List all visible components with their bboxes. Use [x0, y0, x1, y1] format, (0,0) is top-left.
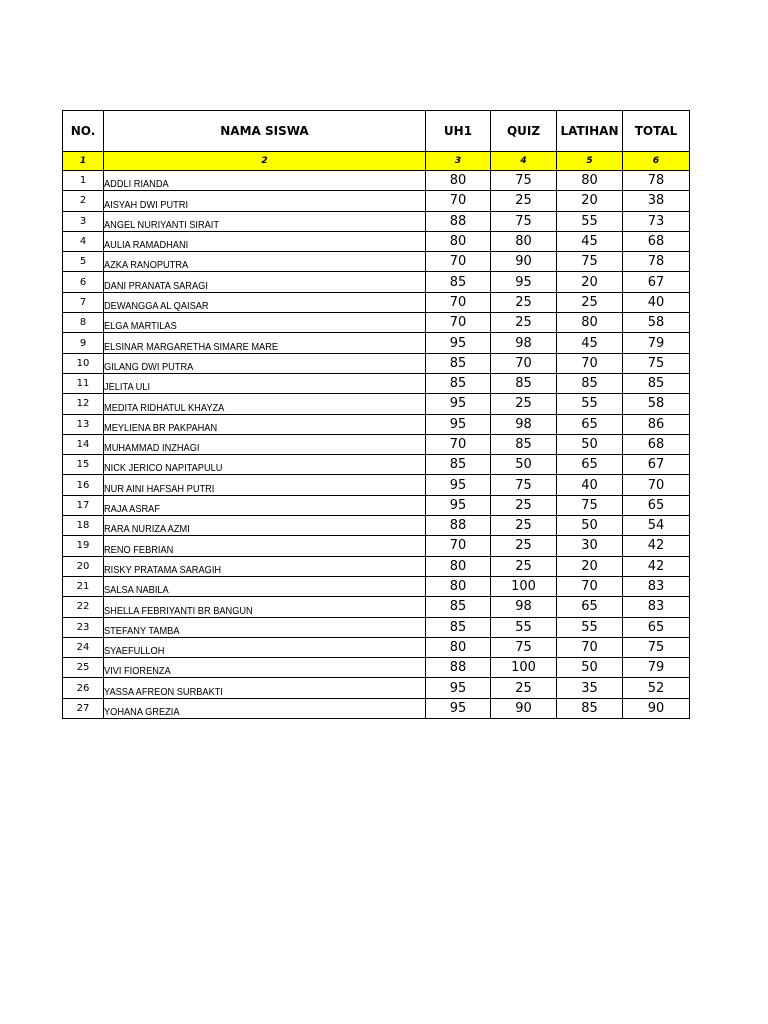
score-uh1: 80 — [426, 576, 491, 596]
score-total: 58 — [623, 313, 690, 333]
table-row — [63, 597, 690, 617]
student-number: 26 — [63, 678, 104, 698]
score-uh1: 95 — [426, 678, 491, 698]
student-name: MEYLIENA BR PAKPAHAN — [104, 421, 218, 434]
student-name-cell — [104, 495, 426, 515]
table-row — [63, 536, 690, 556]
score-quiz: 75 — [491, 637, 557, 657]
student-name-cell — [104, 678, 426, 698]
score-uh1: 85 — [426, 455, 491, 475]
score-uh1: 85 — [426, 617, 491, 637]
table-row — [63, 313, 690, 333]
score-quiz: 75 — [491, 171, 557, 191]
student-name: NUR AINI HAFSAH PUTRI — [104, 482, 215, 495]
score-latihan: 70 — [557, 637, 623, 657]
score-quiz: 50 — [491, 455, 557, 475]
student-name-cell — [104, 597, 426, 617]
score-quiz: 95 — [491, 272, 557, 292]
score-uh1: 88 — [426, 211, 491, 231]
score-quiz: 100 — [491, 658, 557, 678]
column-index: 4 — [491, 152, 557, 171]
score-quiz: 100 — [491, 576, 557, 596]
student-number: 4 — [63, 231, 104, 251]
student-name-cell — [104, 658, 426, 678]
score-uh1: 85 — [426, 272, 491, 292]
student-number: 9 — [63, 333, 104, 353]
student-name-cell — [104, 211, 426, 231]
student-name: SHELLA FEBRIYANTI BR BANGUN — [104, 604, 253, 617]
score-total: 75 — [623, 353, 690, 373]
student-number: 25 — [63, 658, 104, 678]
column-index: 5 — [557, 152, 623, 171]
student-name: YASSA AFREON SURBAKTI — [104, 685, 223, 698]
header-nama-siswa: NAMA SISWA — [104, 111, 426, 152]
score-uh1: 70 — [426, 313, 491, 333]
score-total: 52 — [623, 678, 690, 698]
score-uh1: 95 — [426, 333, 491, 353]
score-total: 73 — [623, 211, 690, 231]
student-number: 12 — [63, 394, 104, 414]
score-total: 40 — [623, 292, 690, 312]
score-latihan: 85 — [557, 373, 623, 393]
score-total: 67 — [623, 455, 690, 475]
student-number: 24 — [63, 637, 104, 657]
table-row — [63, 556, 690, 576]
score-total: 78 — [623, 252, 690, 272]
score-quiz: 25 — [491, 678, 557, 698]
table-row — [63, 516, 690, 536]
score-uh1: 80 — [426, 171, 491, 191]
student-name-cell — [104, 455, 426, 475]
table-row — [63, 333, 690, 353]
score-latihan: 20 — [557, 556, 623, 576]
table-row — [63, 292, 690, 312]
table-row — [63, 678, 690, 698]
score-quiz: 25 — [491, 313, 557, 333]
student-name-cell — [104, 313, 426, 333]
score-total: 42 — [623, 556, 690, 576]
student-name-cell — [104, 272, 426, 292]
score-uh1: 70 — [426, 434, 491, 454]
score-total: 67 — [623, 272, 690, 292]
score-total: 78 — [623, 171, 690, 191]
score-total: 79 — [623, 333, 690, 353]
table-row — [63, 576, 690, 596]
score-latihan: 20 — [557, 191, 623, 211]
student-name-cell — [104, 191, 426, 211]
table-row — [63, 353, 690, 373]
score-uh1: 95 — [426, 414, 491, 434]
score-latihan: 85 — [557, 698, 623, 718]
student-name-cell — [104, 252, 426, 272]
table-row — [63, 455, 690, 475]
score-uh1: 70 — [426, 252, 491, 272]
score-latihan: 40 — [557, 475, 623, 495]
student-name: RISKY PRATAMA SARAGIH — [104, 563, 222, 576]
score-latihan: 70 — [557, 576, 623, 596]
score-uh1: 95 — [426, 394, 491, 414]
score-total: 70 — [623, 475, 690, 495]
student-name-cell — [104, 292, 426, 312]
score-latihan: 65 — [557, 455, 623, 475]
student-name: RAJA ASRAF — [104, 503, 160, 516]
student-number: 16 — [63, 475, 104, 495]
student-name-cell — [104, 576, 426, 596]
student-number: 8 — [63, 313, 104, 333]
score-uh1: 70 — [426, 536, 491, 556]
header-latihan: LATIHAN — [557, 111, 623, 152]
student-name: STEFANY TAMBA — [104, 624, 180, 637]
score-latihan: 75 — [557, 495, 623, 515]
score-latihan: 75 — [557, 252, 623, 272]
student-number: 1 — [63, 171, 104, 191]
student-number: 17 — [63, 495, 104, 515]
score-latihan: 50 — [557, 516, 623, 536]
student-name: SALSA NABILA — [104, 584, 169, 597]
student-name: DANI PRANATA SARAGI — [104, 279, 208, 292]
score-latihan: 80 — [557, 313, 623, 333]
student-number: 7 — [63, 292, 104, 312]
score-latihan: 80 — [557, 171, 623, 191]
score-uh1: 70 — [426, 292, 491, 312]
column-index: 3 — [426, 152, 491, 171]
student-number: 10 — [63, 353, 104, 373]
student-name: AULIA RAMADHANI — [104, 239, 189, 252]
score-quiz: 85 — [491, 373, 557, 393]
student-name: NICK JERICO NAPITAPULU — [104, 462, 223, 475]
score-uh1: 95 — [426, 495, 491, 515]
score-latihan: 35 — [557, 678, 623, 698]
student-number: 27 — [63, 698, 104, 718]
table-row — [63, 394, 690, 414]
student-name: MEDITA RIDHATUL KHAYZA — [104, 401, 225, 414]
score-latihan: 45 — [557, 231, 623, 251]
header-row — [63, 111, 690, 152]
score-latihan: 55 — [557, 394, 623, 414]
student-name-cell — [104, 333, 426, 353]
column-index: 1 — [63, 152, 104, 171]
student-number: 23 — [63, 617, 104, 637]
score-latihan: 20 — [557, 272, 623, 292]
score-quiz: 98 — [491, 333, 557, 353]
student-name-cell — [104, 414, 426, 434]
student-name: AISYAH DWI PUTRI — [104, 198, 189, 211]
score-uh1: 80 — [426, 637, 491, 657]
table-row — [63, 617, 690, 637]
table-row — [63, 373, 690, 393]
student-name-cell — [104, 516, 426, 536]
score-quiz: 25 — [491, 516, 557, 536]
table-row — [63, 434, 690, 454]
table-row — [63, 698, 690, 718]
student-number: 13 — [63, 414, 104, 434]
student-number: 11 — [63, 373, 104, 393]
score-latihan: 50 — [557, 434, 623, 454]
table-row — [63, 272, 690, 292]
score-latihan: 45 — [557, 333, 623, 353]
student-number: 18 — [63, 516, 104, 536]
student-name: MUHAMMAD INZHAGI — [104, 442, 200, 455]
score-total: 54 — [623, 516, 690, 536]
score-uh1: 88 — [426, 658, 491, 678]
header-quiz: QUIZ — [491, 111, 557, 152]
student-name-cell — [104, 231, 426, 251]
score-total: 65 — [623, 495, 690, 515]
score-total: 85 — [623, 373, 690, 393]
score-latihan: 30 — [557, 536, 623, 556]
student-name-cell — [104, 394, 426, 414]
score-total: 38 — [623, 191, 690, 211]
score-total: 90 — [623, 698, 690, 718]
student-name: ANGEL NURIYANTI SIRAIT — [104, 218, 220, 231]
score-total: 65 — [623, 617, 690, 637]
student-name-cell — [104, 171, 426, 191]
score-quiz: 25 — [491, 495, 557, 515]
student-name-cell — [104, 475, 426, 495]
student-number: 20 — [63, 556, 104, 576]
score-latihan: 25 — [557, 292, 623, 312]
score-uh1: 95 — [426, 698, 491, 718]
score-quiz: 85 — [491, 434, 557, 454]
score-uh1: 95 — [426, 475, 491, 495]
table-row — [63, 211, 690, 231]
table-row — [63, 637, 690, 657]
score-total: 58 — [623, 394, 690, 414]
student-name: ELGA MARTILAS — [104, 320, 177, 333]
score-uh1: 85 — [426, 597, 491, 617]
student-rows — [63, 171, 690, 719]
score-total: 83 — [623, 576, 690, 596]
score-total: 83 — [623, 597, 690, 617]
score-latihan: 70 — [557, 353, 623, 373]
student-name: DEWANGGA AL QAISAR — [104, 300, 209, 313]
score-quiz: 90 — [491, 698, 557, 718]
score-total: 68 — [623, 231, 690, 251]
student-number: 22 — [63, 597, 104, 617]
student-name: ELSINAR MARGARETHA SIMARE MARE — [104, 340, 279, 353]
score-quiz: 80 — [491, 231, 557, 251]
score-uh1: 85 — [426, 373, 491, 393]
score-latihan: 55 — [557, 617, 623, 637]
score-uh1: 70 — [426, 191, 491, 211]
student-name: JELITA ULI — [104, 381, 151, 394]
student-name-cell — [104, 556, 426, 576]
student-name-cell — [104, 536, 426, 556]
student-name-cell — [104, 373, 426, 393]
student-name: SYAEFULLOH — [104, 645, 165, 658]
table-row — [63, 231, 690, 251]
score-quiz: 98 — [491, 414, 557, 434]
score-latihan: 50 — [557, 658, 623, 678]
score-quiz: 75 — [491, 211, 557, 231]
student-name: RARA NURIZA AZMI — [104, 523, 190, 536]
score-quiz: 25 — [491, 394, 557, 414]
header-total: TOTAL — [623, 111, 690, 152]
table-row — [63, 495, 690, 515]
student-name: GILANG DWI PUTRA — [104, 360, 194, 373]
student-number: 14 — [63, 434, 104, 454]
student-number: 15 — [63, 455, 104, 475]
score-total: 42 — [623, 536, 690, 556]
header-no: NO. — [63, 111, 104, 152]
score-latihan: 55 — [557, 211, 623, 231]
student-name: AZKA RANOPUTRA — [104, 259, 189, 272]
score-quiz: 25 — [491, 292, 557, 312]
column-index: 6 — [623, 152, 690, 171]
score-uh1: 88 — [426, 516, 491, 536]
student-name: RENO FEBRIAN — [104, 543, 174, 556]
grades-table — [62, 110, 690, 719]
score-quiz: 25 — [491, 191, 557, 211]
score-uh1: 80 — [426, 231, 491, 251]
table-row — [63, 171, 690, 191]
score-total: 75 — [623, 637, 690, 657]
score-quiz: 90 — [491, 252, 557, 272]
score-uh1: 80 — [426, 556, 491, 576]
score-quiz: 75 — [491, 475, 557, 495]
score-latihan: 65 — [557, 414, 623, 434]
table-row — [63, 252, 690, 272]
score-quiz: 70 — [491, 353, 557, 373]
score-total: 79 — [623, 658, 690, 678]
student-number: 5 — [63, 252, 104, 272]
table-row — [63, 658, 690, 678]
score-quiz: 98 — [491, 597, 557, 617]
student-name: ADDLI RIANDA — [104, 178, 169, 191]
student-number: 3 — [63, 211, 104, 231]
student-name: VIVI FIORENZA — [104, 665, 171, 678]
student-name-cell — [104, 698, 426, 718]
student-name-cell — [104, 353, 426, 373]
score-quiz: 25 — [491, 536, 557, 556]
student-name-cell — [104, 617, 426, 637]
table-row — [63, 414, 690, 434]
student-name-cell — [104, 434, 426, 454]
student-name: YOHANA GREZIA — [104, 706, 180, 719]
table-row — [63, 191, 690, 211]
score-total: 86 — [623, 414, 690, 434]
score-quiz: 25 — [491, 556, 557, 576]
score-quiz: 55 — [491, 617, 557, 637]
header-uh1: UH1 — [426, 111, 491, 152]
student-number: 6 — [63, 272, 104, 292]
column-index-row — [63, 152, 690, 171]
student-number: 21 — [63, 576, 104, 596]
score-uh1: 85 — [426, 353, 491, 373]
table-row — [63, 475, 690, 495]
score-total: 68 — [623, 434, 690, 454]
column-index: 2 — [104, 152, 426, 171]
student-number: 2 — [63, 191, 104, 211]
student-name-cell — [104, 637, 426, 657]
score-latihan: 65 — [557, 597, 623, 617]
student-number: 19 — [63, 536, 104, 556]
